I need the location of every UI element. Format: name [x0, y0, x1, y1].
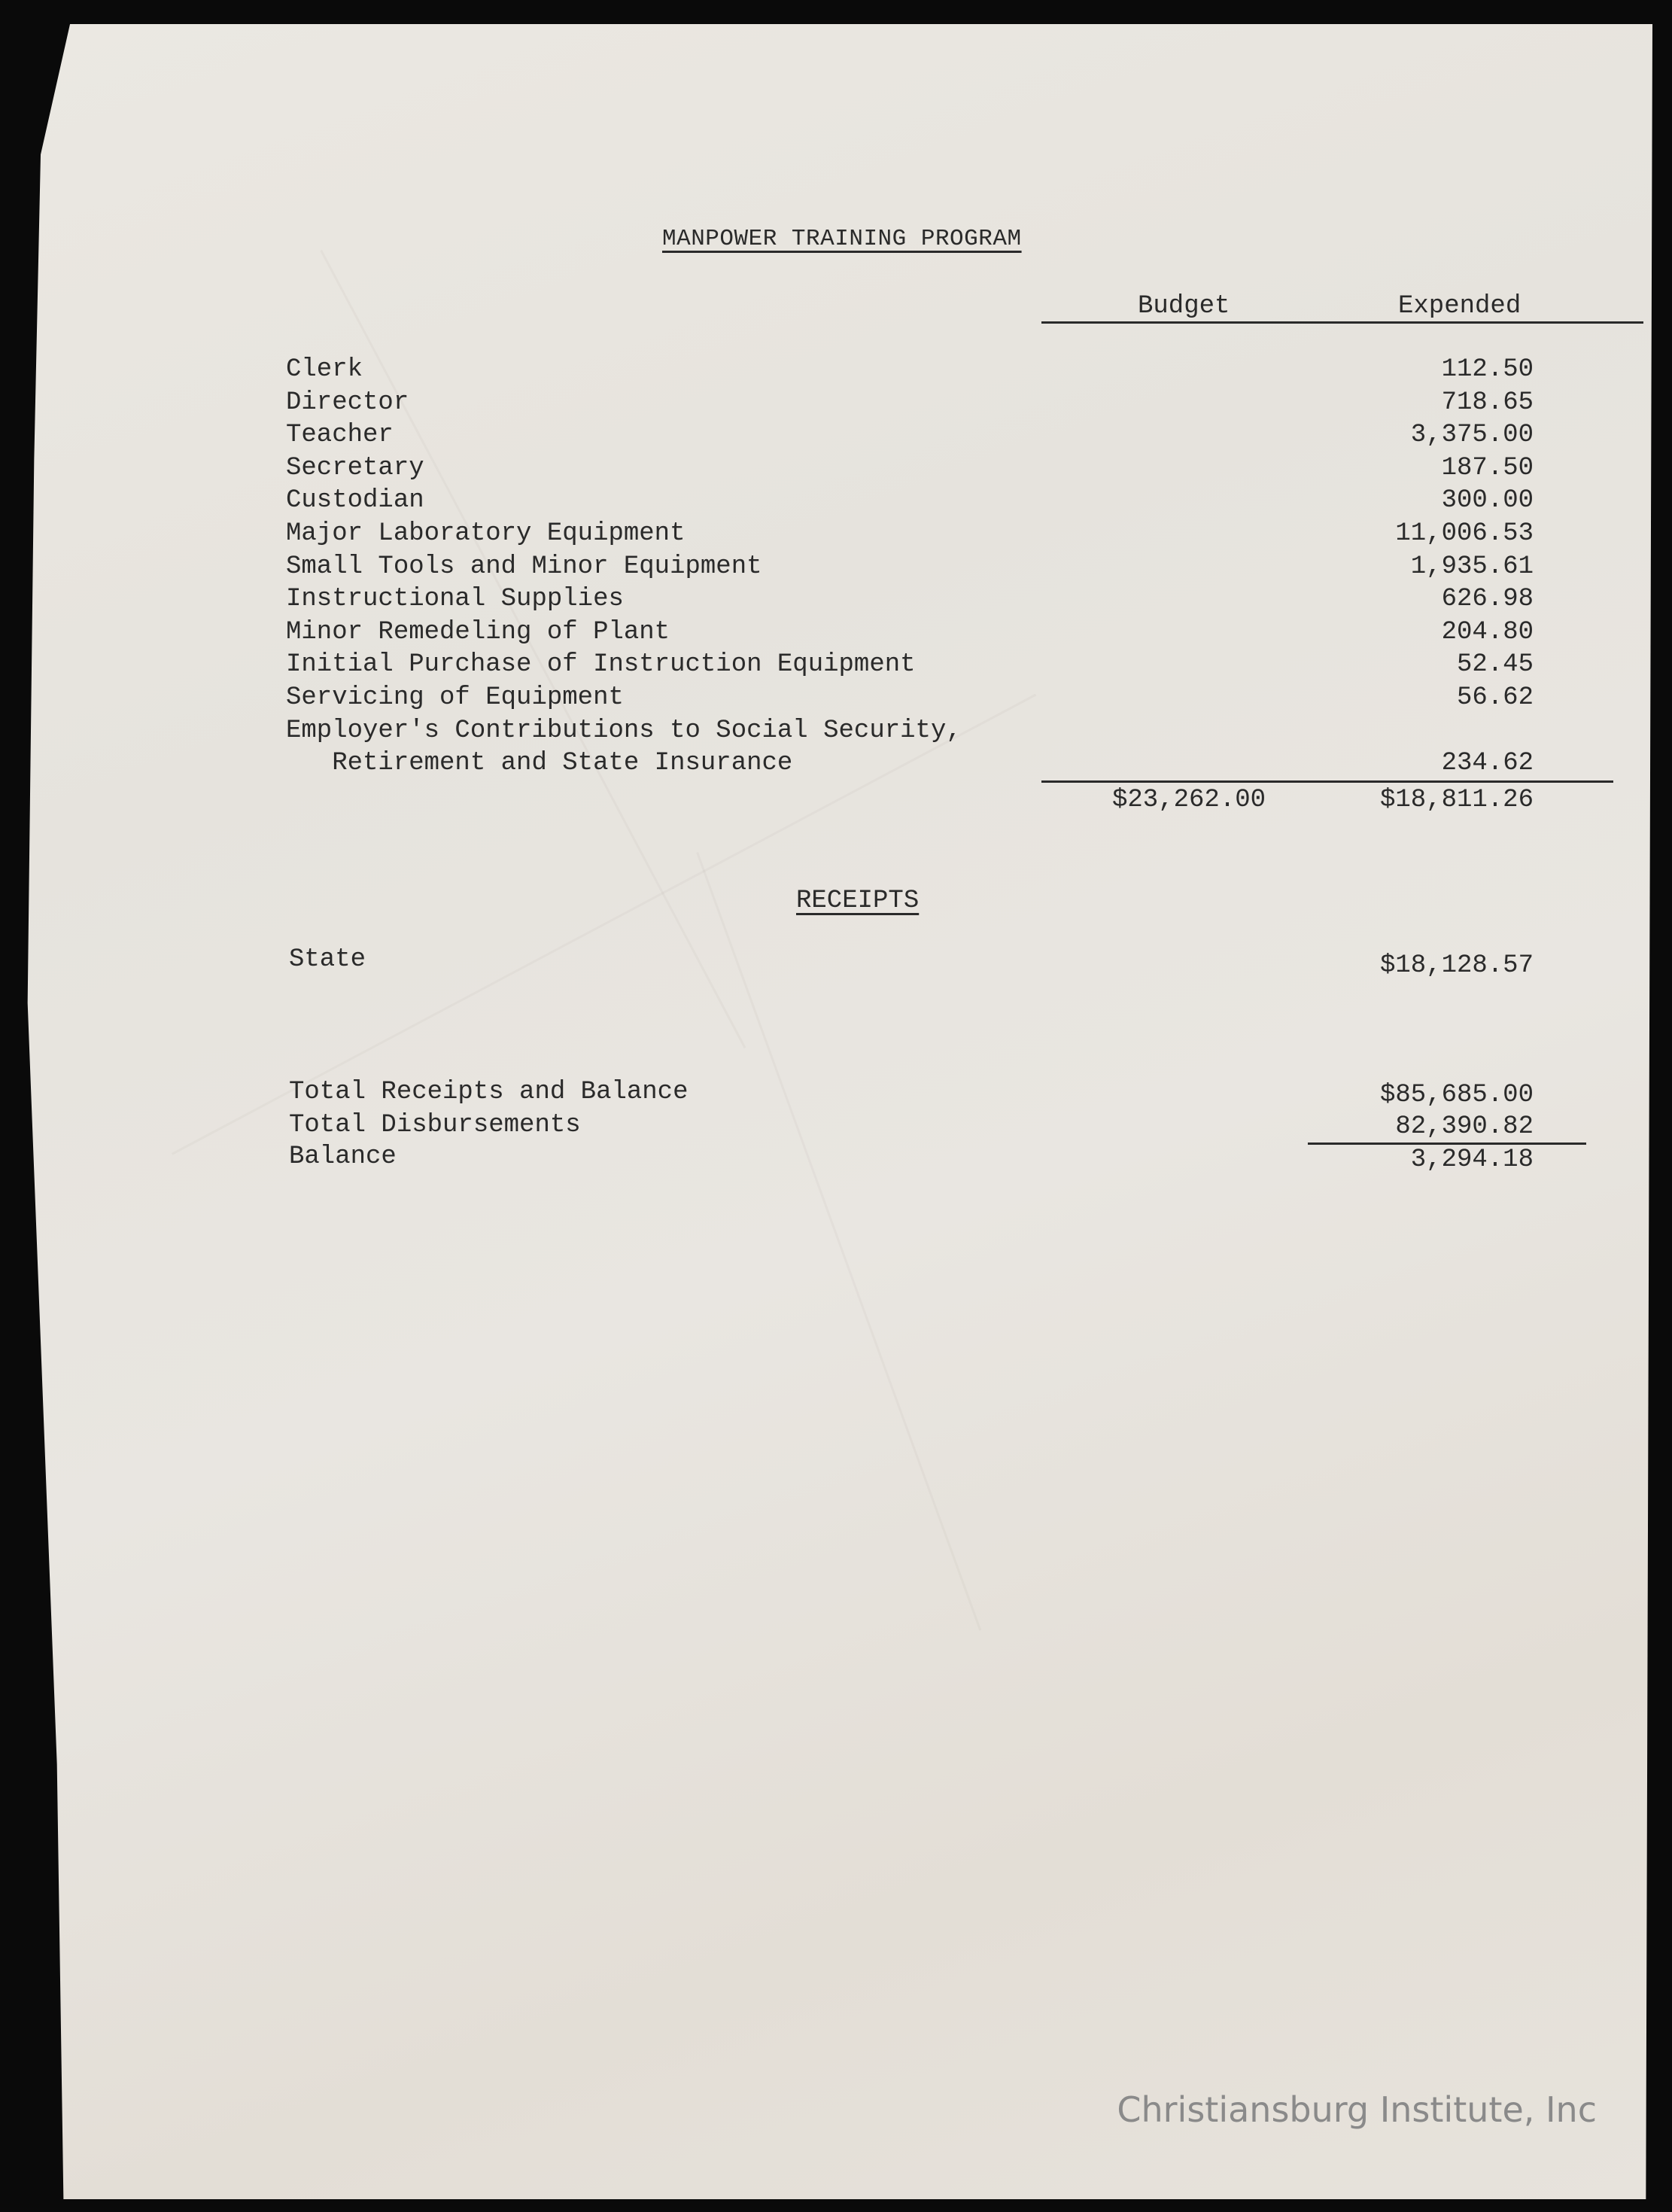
total-receipts-label: Total Receipts and Balance [289, 1078, 689, 1106]
expense-label: Retirement and State Insurance [286, 749, 793, 778]
expense-label: Servicing of Equipment [286, 683, 624, 712]
header-rule [1041, 321, 1643, 324]
expense-row [0, 650, 1672, 682]
receipts-state-label: State [289, 945, 366, 974]
expense-value: 3,375.00 [1410, 421, 1534, 450]
expense-label: Minor Remedeling of Plant [286, 617, 670, 647]
expense-row [0, 552, 1672, 584]
budget-column-header: Budget [1138, 292, 1230, 321]
expense-value: 56.62 [1456, 683, 1534, 712]
expense-row [0, 519, 1672, 551]
expended-column-header: Expended [1398, 292, 1522, 321]
balance-value: 3,294.18 [1410, 1146, 1534, 1174]
balance-label: Balance [289, 1143, 397, 1171]
expense-value: 1,935.61 [1410, 552, 1534, 581]
expense-value: 718.65 [1441, 388, 1534, 417]
expense-label: Employer's Contributions to Social Security, [286, 716, 962, 745]
receipts-state-value: $18,128.57 [1379, 951, 1534, 980]
balance-rule [1308, 1143, 1586, 1145]
expense-row [0, 717, 1672, 748]
expense-row [0, 486, 1672, 518]
receipts-heading: RECEIPTS [796, 887, 920, 915]
expense-row [0, 355, 1672, 387]
expense-value: 234.62 [1441, 749, 1534, 778]
expense-row [0, 388, 1672, 420]
expended-total: $18,811.26 [1379, 786, 1534, 814]
expense-label: Director [286, 388, 409, 417]
expense-label: Instructional Supplies [286, 585, 624, 614]
expense-value: 204.80 [1441, 617, 1534, 647]
expense-row [0, 421, 1672, 452]
expense-row [0, 454, 1672, 485]
expense-label: Clerk [286, 355, 363, 384]
total-disbursements-value: 82,390.82 [1395, 1112, 1534, 1141]
expense-value: 112.50 [1441, 355, 1534, 384]
expense-row [0, 683, 1672, 715]
total-rule [1041, 780, 1613, 783]
total-receipts-value: $85,685.00 [1379, 1081, 1534, 1109]
watermark: Christiansburg Institute, Inc [1117, 2089, 1597, 2130]
expense-row [0, 749, 1672, 780]
expense-value: 52.45 [1456, 650, 1534, 680]
expense-label: Custodian [286, 486, 424, 516]
budget-total: $23,262.00 [1112, 786, 1266, 814]
expense-label: Initial Purchase of Instruction Equipment [286, 650, 916, 680]
document-title: MANPOWER TRAINING PROGRAM [662, 226, 1022, 252]
total-disbursements-label: Total Disbursements [289, 1111, 581, 1139]
expense-value: 187.50 [1441, 453, 1534, 482]
expense-label: Major Laboratory Equipment [286, 519, 686, 548]
expense-value: 11,006.53 [1395, 519, 1534, 548]
expense-row [0, 585, 1672, 616]
expense-value: 300.00 [1441, 486, 1534, 516]
expense-label: Secretary [286, 453, 424, 482]
expense-row [0, 618, 1672, 650]
expense-label: Small Tools and Minor Equipment [286, 552, 762, 581]
expense-label: Teacher [286, 421, 394, 450]
expense-value: 626.98 [1441, 585, 1534, 614]
